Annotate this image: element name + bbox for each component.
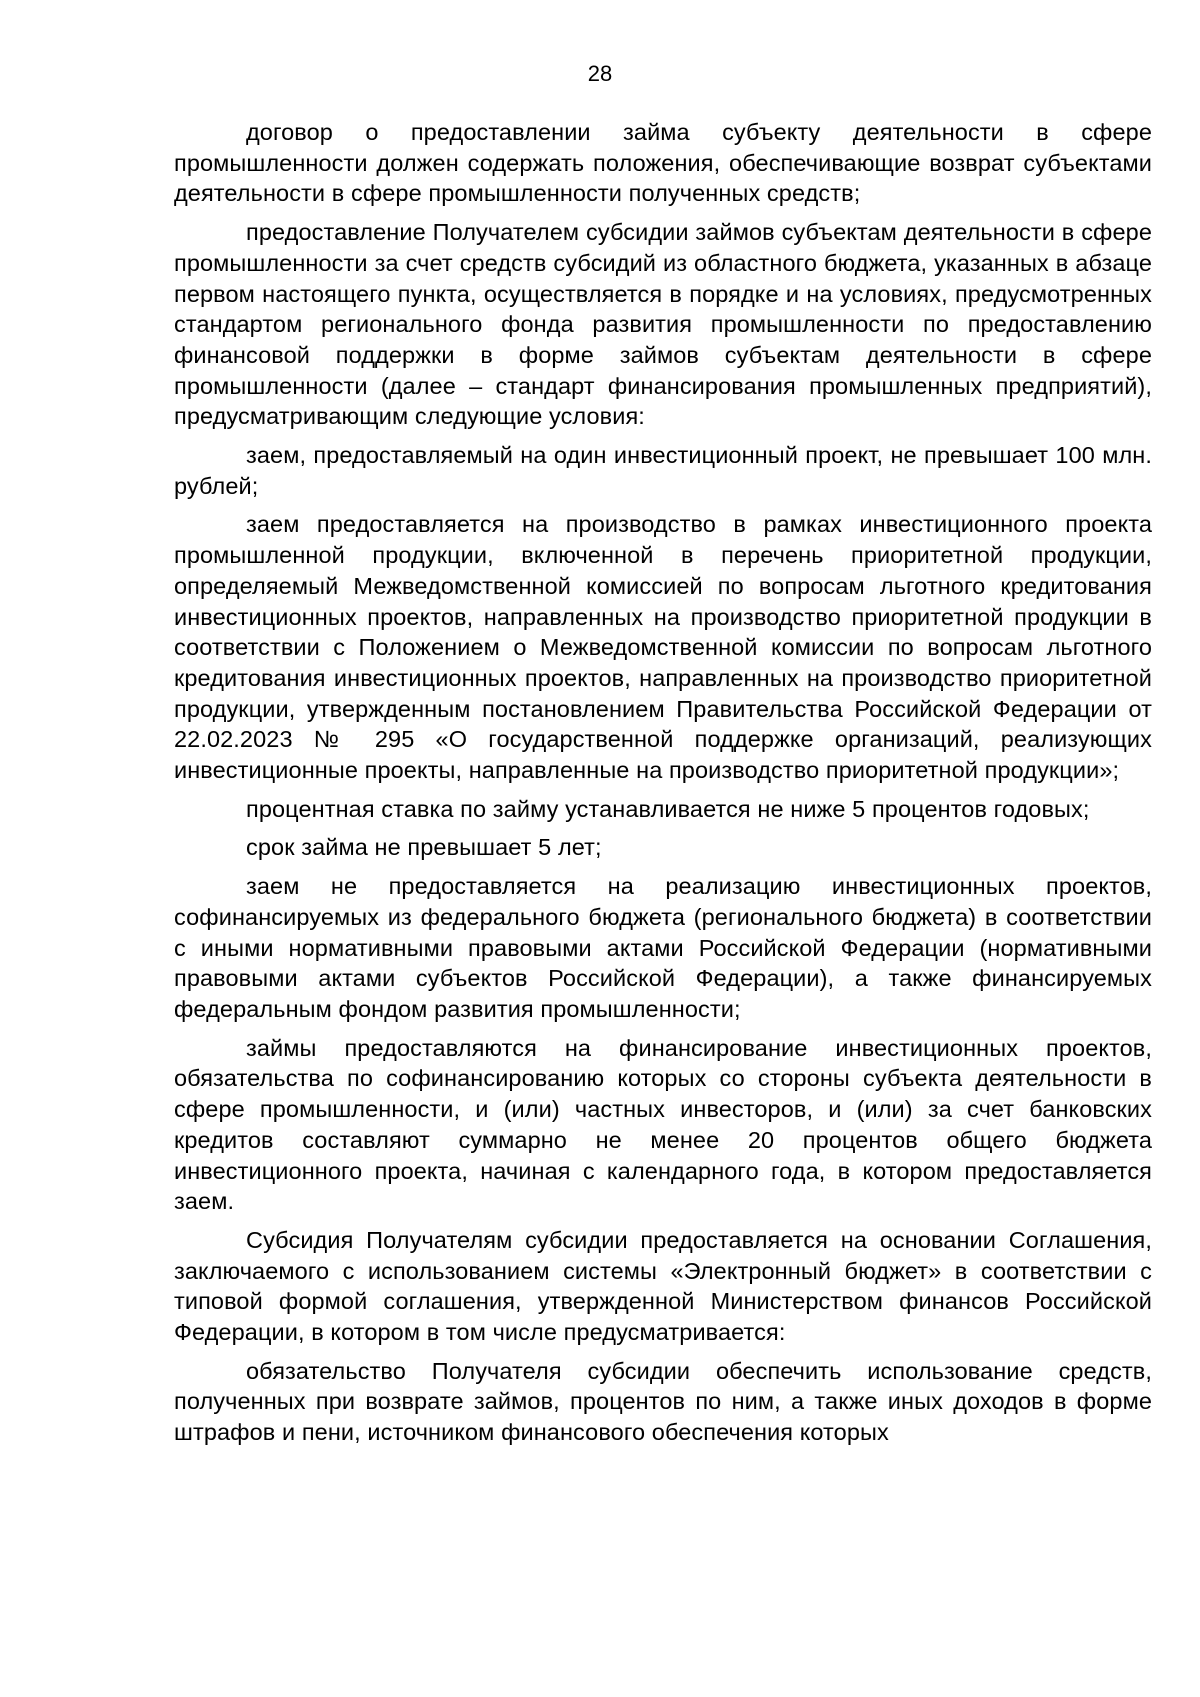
- paragraph-cofinancing-share: займы предоставляются на финансирование инвестиционных проектов, обязательства по софинансированию которых со стороны субъекта деятельности в сфере промышленности, и (или) частных инвесторов, и (или) за счет банковских кредитов составляют суммарно не менее 20 процентов общего бюджета инвестиционного проекта, начиная с календарного года, в котором предоставляется заем.: [174, 1034, 1152, 1215]
- paragraph-loan-agreement-terms: договор о предоставлении займа субъекту деятельности в сфере промышленности должен содержать положения, обеспечивающие возврат субъектами деятельности в сфере промышленности полученных средств;: [174, 119, 1152, 207]
- paragraph-loan-limit: заем, предоставляемый на один инвестиционный проект, не превышает 100 млн. рублей;: [174, 442, 1152, 499]
- paragraph-cofinancing-exclusion: заем не предоставляется на реализацию инвестиционных проектов, софинансируемых из федерального бюджета (регионального бюджета) в соответствии с иными нормативными правовыми актами Российской Федерации (нормативными правовыми актами субъектов Российской Федерации), а также финансируемых федеральным фондом развития промышленности;: [174, 873, 1152, 1022]
- paragraph-interest-rate: процентная ставка по займу устанавливается не ниже 5 процентов годовых;: [246, 795, 1090, 822]
- paragraph-recipient-obligation: обязательство Получателя субсидии обеспечить использование средств, полученных при возврате займов, процентов по ним, а также иных доходов в форме штрафов и пени, источником финансового обеспечения которых: [174, 1357, 1152, 1446]
- page-number: 28: [587, 61, 613, 86]
- paragraph-priority-products: заем предоставляется на производство в рамках инвестиционного проекта промышленной продукции, включенной в перечень приоритетной продукции, определяемый Межведомственной комиссией по вопросам льготного кредитования инвестиционных проектов, направленных на производство приоритетной продукции в соответствии с Положением о Межведомственной комиссии по вопросам льготного кредитования инвестиционных проектов, направленных на производство приоритетной продукции, утвержденным постановлением Правительства Российской Федерации от 22.02.2023 № 295 «О государственной поддержке организаций, реализующих инвестиционные проекты, направленные на производство приоритетной продукции»;: [174, 511, 1152, 784]
- document-body: [174, 117, 1152, 1456]
- paragraph-loan-term: срок займа не превышает 5 лет;: [246, 834, 602, 861]
- paragraph-subsidy-agreement: Субсидия Получателям субсидии предоставляется на основании Соглашения, заключаемого с использованием системы «Электронный бюджет» в соответствии с типовой формой соглашения, утвержденной Министерством финансов Российской Федерации, в котором в том числе предусматривается:: [174, 1226, 1152, 1346]
- paragraph-loan-provision-conditions: предоставление Получателем субсидии займов субъектам деятельности в сфере промышленности за счет средств субсидий из областного бюджета, указанных в абзаце первом настоящего пункта, осуществляется в порядке и на условиях, предусмотренных стандартом регионального фонда развития промышленности по предоставлению финансовой поддержки в форме займов субъектам деятельности в сфере промышленности (далее – стандарт финансирования промышленных предприятий), предусматривающим следующие условия:: [174, 219, 1152, 430]
